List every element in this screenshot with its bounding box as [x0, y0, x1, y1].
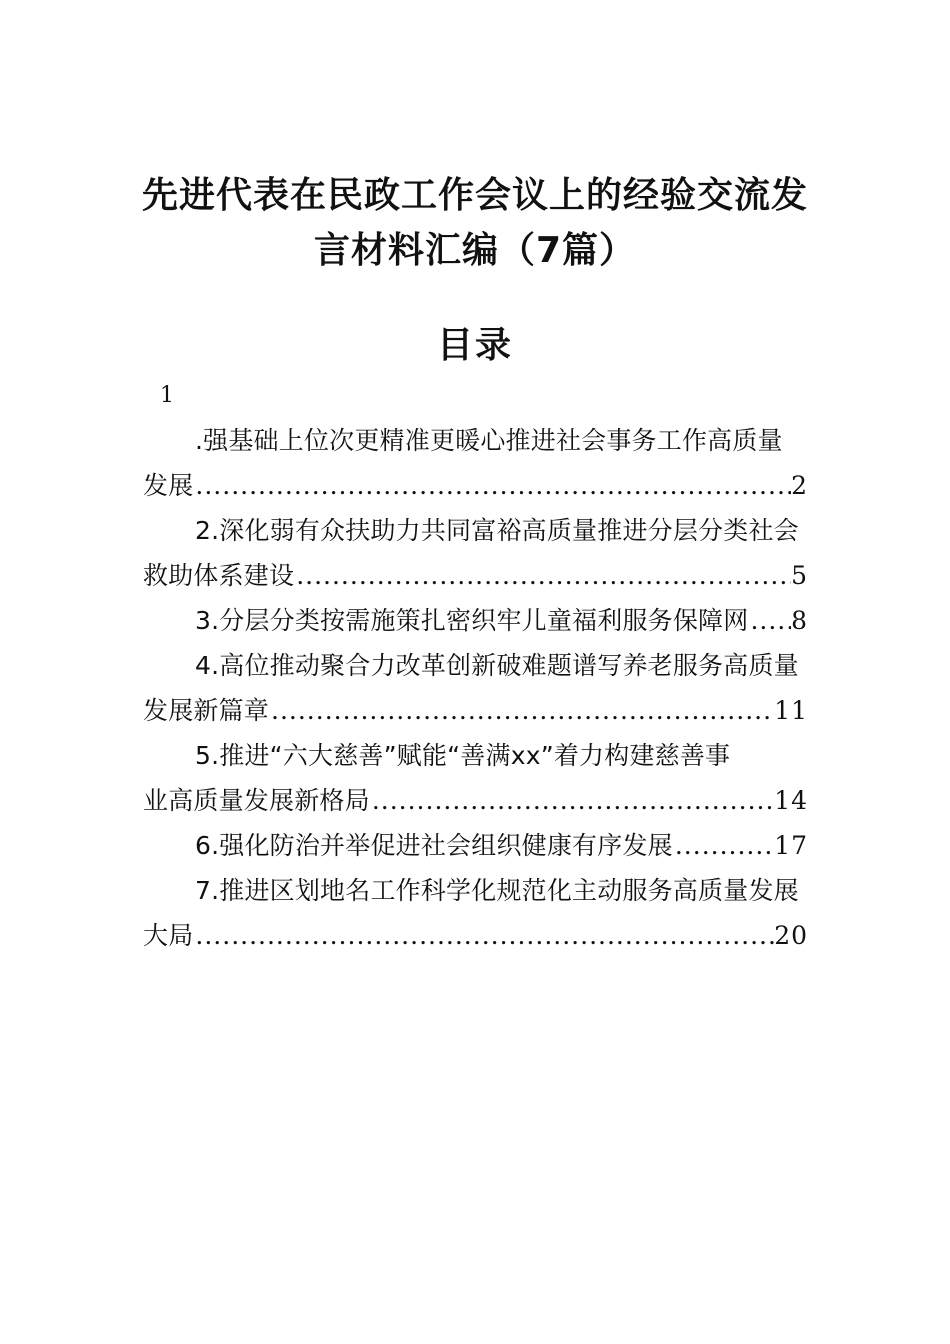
toc-entry-title-line-1: 3.分层分类按需施策扎密织牢儿童福利服务保障网	[195, 606, 749, 635]
toc-leader-dots	[294, 553, 791, 598]
document-title	[120, 168, 830, 278]
toc-page-number: 8	[791, 606, 808, 635]
toc-leader-dots	[193, 463, 791, 508]
toc-entry-6[interactable]	[143, 823, 808, 868]
toc-entry-first-line	[143, 733, 808, 778]
toc-entry-5[interactable]	[143, 733, 808, 823]
toc-page-number: 20	[774, 921, 808, 950]
toc-heading: 目录	[436, 325, 513, 366]
toc-entry-first-line	[143, 508, 808, 553]
toc-entry-last-line	[143, 913, 808, 958]
toc-leader-dots	[193, 913, 774, 958]
document-title-line-2: 言材料汇编（7篇）	[313, 230, 637, 271]
toc-page-number: 11	[774, 696, 808, 725]
toc-entry-title-line-2: 业高质量发展新格局	[143, 786, 370, 815]
toc-entry-title-line-2: 救助体系建设	[143, 561, 295, 590]
toc-entry-title-line-1: .强基础上位次更精准更暖心推进社会事务工作高质量	[195, 426, 783, 455]
toc-entry-first-line	[143, 643, 808, 688]
toc-leader-dots	[269, 688, 774, 733]
toc-page-number: 2	[791, 471, 808, 500]
toc-entry-last-line	[143, 463, 808, 508]
toc-page-number: 5	[791, 561, 808, 590]
toc-leader-dots	[748, 598, 791, 643]
toc-entry-2[interactable]	[143, 508, 808, 598]
toc-entry-title-line-2: 发展新篇章	[143, 696, 270, 725]
toc-entry-single-line	[143, 598, 808, 643]
toc-entry-1[interactable]	[143, 418, 808, 508]
toc-entry-first-line	[143, 868, 808, 913]
toc-entry-title-line-1: 4.高位推动聚合力改革创新破难题谱写养老服务高质量	[195, 651, 799, 680]
stray-page-number: 1	[160, 383, 174, 408]
table-of-contents	[143, 418, 808, 958]
toc-entry-title-line-1: 7.推进区划地名工作科学化规范化主动服务高质量发展	[195, 876, 799, 905]
toc-entry-3[interactable]	[143, 598, 808, 643]
toc-entry-last-line	[143, 778, 808, 823]
document-title-line-1: 先进代表在民政工作会议上的经验交流发	[141, 175, 808, 216]
toc-entry-last-line	[143, 688, 808, 733]
toc-entry-title-line-1: 2.深化弱有众扶助力共同富裕高质量推进分层分类社会	[195, 516, 799, 545]
toc-entry-7[interactable]	[143, 868, 808, 958]
toc-entry-title-line-2: 大局	[143, 921, 194, 950]
toc-entry-title-line-1: 6.强化防治并举促进社会组织健康有序发展	[195, 831, 673, 860]
toc-entry-last-line	[143, 553, 808, 598]
toc-entry-first-line	[143, 418, 808, 463]
toc-entry-single-line	[143, 823, 808, 868]
toc-leader-dots	[673, 823, 774, 868]
toc-page-number: 14	[774, 786, 808, 815]
toc-entry-title-line-2: 发展	[143, 471, 194, 500]
toc-leader-dots	[370, 778, 774, 823]
toc-entry-title-line-1: 5.推进“六大慈善”赋能“善满xx”着力构建慈善事	[195, 741, 731, 770]
toc-entry-4[interactable]	[143, 643, 808, 733]
toc-page-number: 17	[774, 831, 808, 860]
